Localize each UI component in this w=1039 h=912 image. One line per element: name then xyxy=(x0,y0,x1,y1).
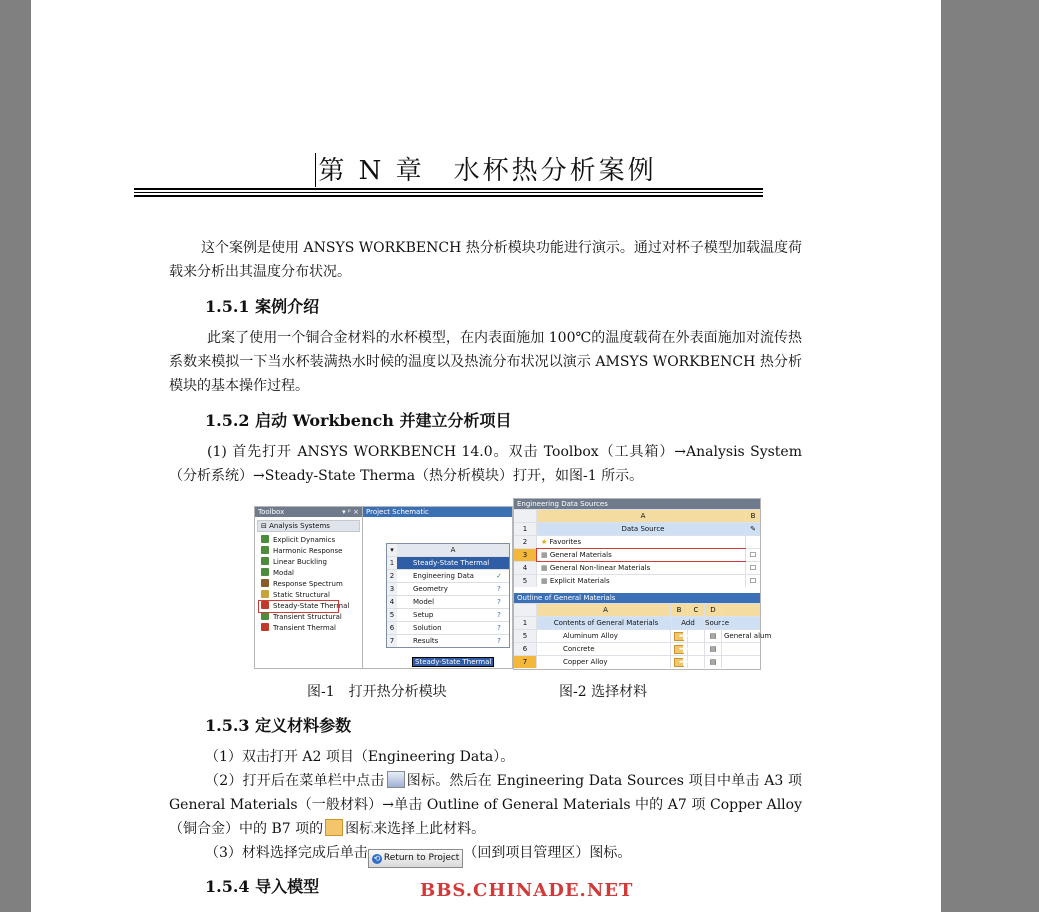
document-page xyxy=(31,0,941,912)
step-3: （3）材料选择完成后单击 ⟲ Return to Project （回到项目管理区）图标。 xyxy=(205,841,802,868)
system-caption[interactable]: Steady-State Thermal xyxy=(412,657,494,667)
library-icon: ▦ xyxy=(541,564,548,572)
toolbox-item[interactable]: Response Spectrum xyxy=(255,579,362,590)
step-1: （1）双击打开 A2 项目（Engineering Data）。 xyxy=(205,749,515,765)
toolbox-item[interactable]: Static Structural xyxy=(255,590,362,601)
start-paragraph: (1) 首先打开 ANSYS WORKBENCH 14.0。双击 Toolbox（工具箱）→Analysis System（分析系统）→Steady-State Therma（热分析模块）打开，如图-1 所示。 xyxy=(169,444,802,484)
toolbox-header: Toolbox ▾ ᵖ × xyxy=(255,507,362,517)
case-paragraph: 此案了使用一个铜合金材料的水杯模型，在内表面施加 100℃的温度载荷在外表面施加对流传热系数来模拟一下当水杯装满热水时候的温度以及热流分布状况以演示 AMSYS WORKBENCH 热分析模块的基本操作过程。 xyxy=(169,330,802,394)
add-icon[interactable] xyxy=(674,658,684,667)
toolbox-item[interactable]: Modal xyxy=(255,568,362,579)
return-icon: ⟲ xyxy=(373,854,381,863)
figure-1-caption: 图-1 打开热分析模块 xyxy=(307,684,447,700)
analysis-systems-section[interactable]: ⊟ Analysis Systems xyxy=(257,520,360,532)
text-cursor xyxy=(315,153,316,187)
star-icon: ★ xyxy=(541,538,548,546)
system-row[interactable]: 6 Solution ? xyxy=(387,621,509,634)
system-row[interactable]: 5 Setup ? xyxy=(387,608,509,621)
eds-col-header: A B xyxy=(514,509,760,522)
analysis-icon xyxy=(261,557,269,565)
eds-row[interactable]: 5 ▦ Explicit Materials ☐ xyxy=(514,574,760,587)
outline-row[interactable]: 5 Aluminum Alloy + ▤ General alum xyxy=(514,629,760,642)
eds-row[interactable]: 4 ▦ General Non-linear Materials ☐ xyxy=(514,561,760,574)
step-2: （2）打开后在菜单栏中点击 图标。然后在 Engineering Data Sources 项目中单击 A3 项 General Materials（一般材料）→单击 Outline of General Materials 中的 A7 项 Copper Alloy（铜合金）中的 B7 项的+ 图标来选择上此材料。 xyxy=(169,769,802,841)
library-icon: ▦ xyxy=(541,551,548,559)
analysis-system-block[interactable] xyxy=(386,543,510,648)
return-to-project-button[interactable]: ⟲ Return to Project xyxy=(368,849,463,868)
outline-row-selected[interactable]: 7 Copper Alloy + ▤ xyxy=(514,655,760,668)
intro-paragraph: 这个案例是使用 ANSYS WORKBENCH 热分析模块功能进行演示。通过对杯子模型加载温度荷载来分析出其温度分布状况。 xyxy=(169,240,802,280)
add-icon[interactable] xyxy=(674,632,684,641)
project-schematic xyxy=(362,506,513,669)
toolbox-item[interactable]: Harmonic Response xyxy=(255,546,362,557)
system-row[interactable]: 2 Engineering Data ✓ xyxy=(387,569,509,582)
system-row[interactable]: 3 Geometry ? xyxy=(387,582,509,595)
system-col-header: ▾ A xyxy=(387,544,509,556)
engineering-data-sources xyxy=(513,498,772,670)
system-row[interactable]: 1 Steady-State Thermal xyxy=(387,556,509,569)
add-icon[interactable] xyxy=(325,819,343,836)
section-heading: 1.5.3 定义材料参数 xyxy=(205,716,352,735)
section-heading: 1.5.1 案例介绍 xyxy=(205,297,320,316)
outline-content-header: 1 Contents of General Materials Add Source xyxy=(514,616,760,629)
section-heading: 1.5.4 导入模型 xyxy=(205,877,320,896)
toolbox-item[interactable]: Transient Thermal xyxy=(255,623,362,634)
library-icon[interactable] xyxy=(387,771,405,788)
toolbox-panel xyxy=(254,506,363,669)
toolbox-item[interactable]: Transient Structural xyxy=(255,612,362,623)
figure-2-caption: 图-2 选择材料 xyxy=(559,684,648,700)
thermal-icon xyxy=(261,601,269,609)
eds-header: Engineering Data Sources xyxy=(514,499,760,509)
eds-row-selected[interactable]: 3 ▦ General Materials ☐ xyxy=(514,548,760,561)
system-row[interactable]: 7 Results ? xyxy=(387,634,509,647)
outline-header: Outline of General Materials xyxy=(514,593,760,603)
analysis-icon xyxy=(261,546,269,554)
title-rule xyxy=(134,188,763,190)
title-rule-thin xyxy=(134,192,763,193)
eds-row[interactable]: 2 ★ Favorites xyxy=(514,535,760,548)
outline-col-header: A B C D xyxy=(514,603,760,616)
toolbox-item[interactable]: Linear Buckling xyxy=(255,557,362,568)
title-rule-bottom xyxy=(134,195,763,197)
eds-data-source-header: 1 Data Source ✎ xyxy=(514,522,760,535)
thermal-icon xyxy=(261,623,269,631)
toolbox-item-selected[interactable]: Steady-State Thermal xyxy=(259,601,338,612)
chapter-title: 第 N 章 水杯热分析案例 xyxy=(31,150,941,187)
section-heading: 1.5.2 启动 Workbench 并建立分析项目 xyxy=(205,411,512,430)
library-icon: ▦ xyxy=(541,577,548,585)
toolbox-item[interactable]: Explicit Dynamics xyxy=(255,535,362,546)
add-icon[interactable] xyxy=(674,645,684,654)
schematic-header: Project Schematic xyxy=(363,507,512,517)
watermark: BBS.CHINADE.NET xyxy=(420,880,634,901)
system-row[interactable]: 4 Model ? xyxy=(387,595,509,608)
outline-row[interactable]: 6 Concrete + ▤ xyxy=(514,642,760,655)
analysis-icon xyxy=(261,590,269,598)
analysis-icon xyxy=(261,579,269,587)
analysis-icon xyxy=(261,568,269,576)
analysis-icon xyxy=(261,535,269,543)
analysis-icon xyxy=(261,612,269,620)
